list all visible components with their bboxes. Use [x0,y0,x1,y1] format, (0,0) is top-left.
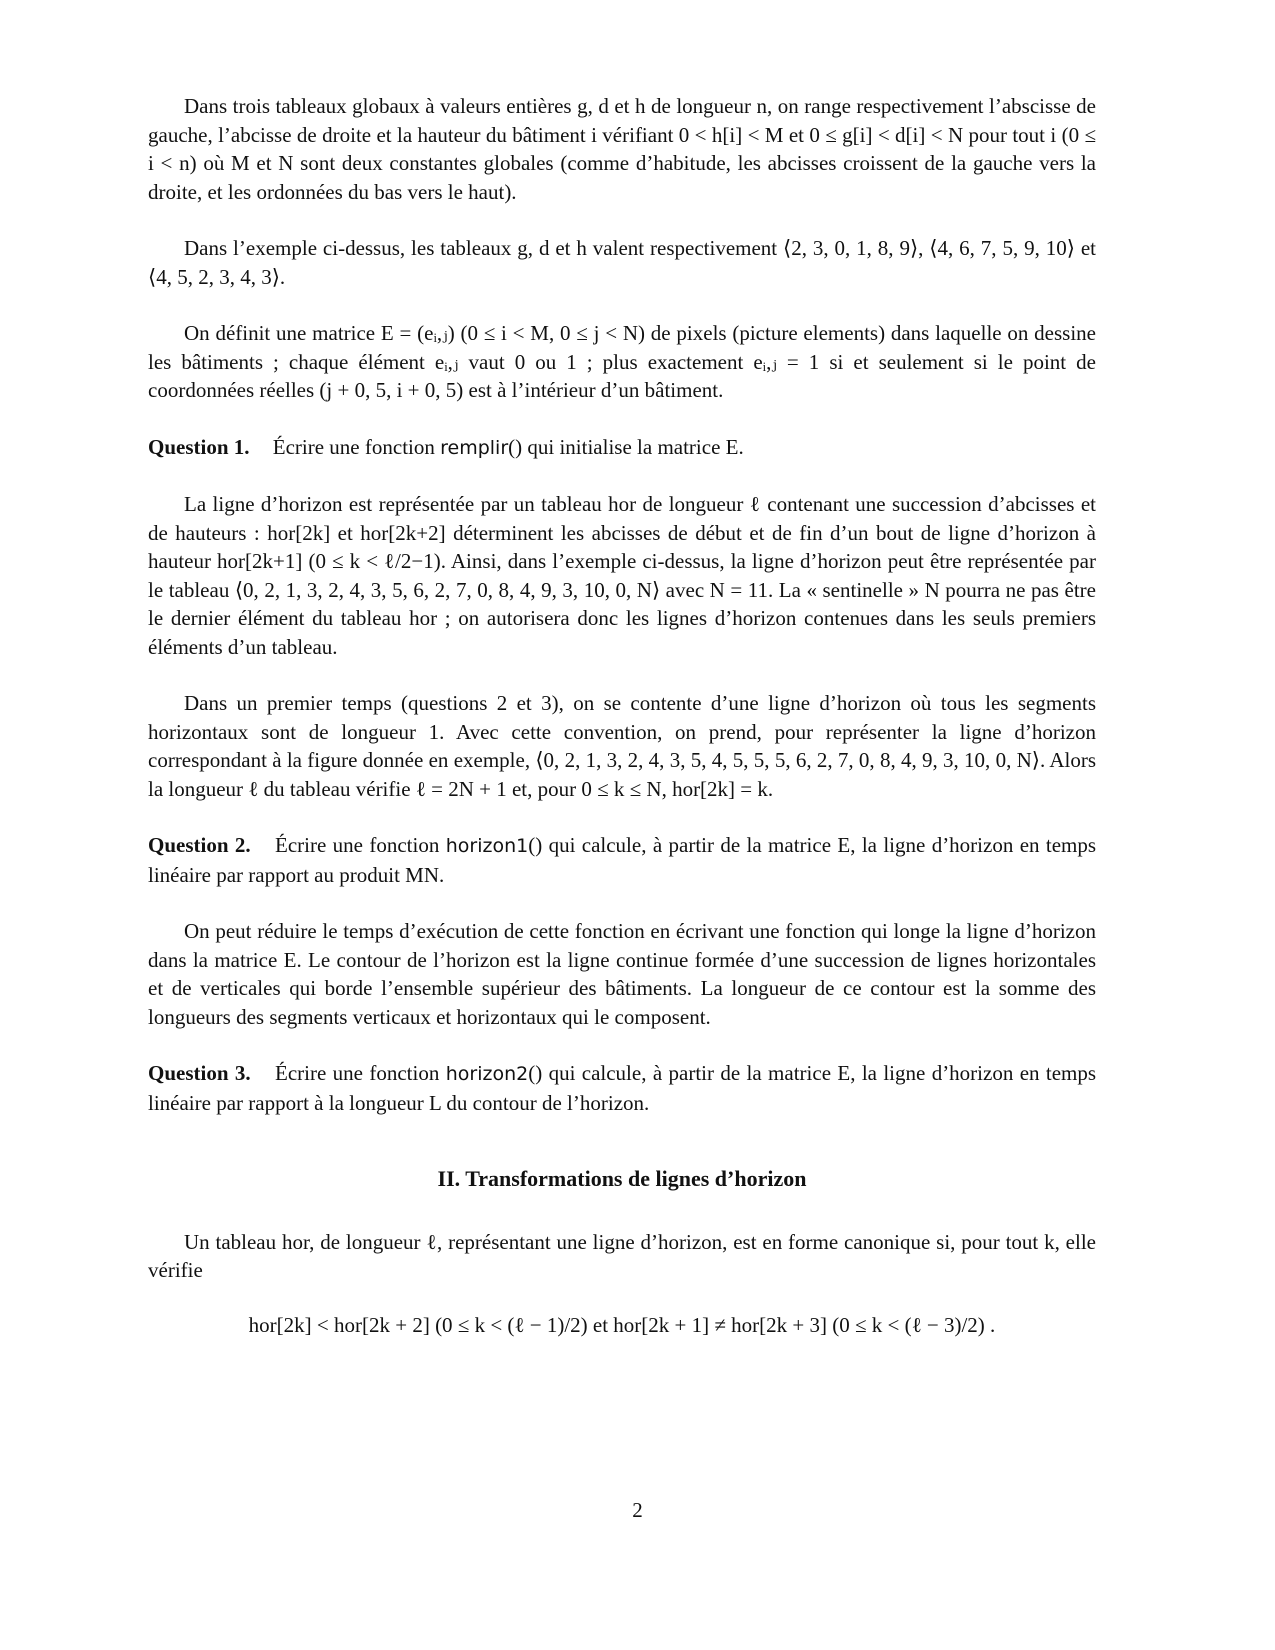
canonical-form-formula: hor[2k] < hor[2k + 2] (0 ≤ k < (ℓ − 1)/2) et hor[2k + 1] ≠ hor[2k + 3] (0 ≤ k < (ℓ − 3)/2) . [248,1312,996,1337]
question-3-text-after: () qui calcule, à partir de la matrice E, la ligne d’horizon en temps linéaire par rapport à la longueur L du contour de l’horizon. [148,1061,1097,1115]
paragraph-pixel-matrix: On définit une matrice E = (eᵢ,ⱼ) (0 ≤ i < M, 0 ≤ j < N) de pixels (picture elements) dans laquelle on dessine les bâtiments ; chaque élément eᵢ,ⱼ vaut 0 ou 1 ; plus exactement eᵢ,ⱼ = 1 si et seulement si le point de coordonnées réelles (j + 0, 5, i + 0, 5) est à l’intérieur d’un bâtiment. [148,321,1096,402]
paragraph-unit-segments: Dans un premier temps (questions 2 et 3), on se contente d’une ligne d’horizon où tous les segments horizontaux sont de longueur 1. Avec cette convention, on prend, pour représenter la ligne d’horizon correspondant à la figure donnée en exemple, ⟨0, 2, 1, 3, 2, 4, 3, 5, 4, 5, 5, 5, 6, 2, 7, 0, 8, 4, 9, 3, 10, 0, N⟩. Alors la longueur ℓ du tableau vérifie ℓ = 2N + 1 et, pour 0 ≤ k ≤ N, hor[2k] = k. [148,691,1096,801]
paragraph-canonical-form: Un tableau hor, de longueur ℓ, représentant une ligne d’horizon, est en forme canonique si, pour tout k, elle vérifie [148,1229,1096,1282]
question-2 [148,831,1096,889]
question-1-text-after: () qui initialise la matrice E. [508,434,744,459]
question-2-label: Question 2. [148,833,251,857]
question-3 [148,1059,1096,1117]
question-2-text-before: Écrire une fonction [275,833,440,857]
paragraph-contour: On peut réduire le temps d’exécution de cette fonction en écrivant une fonction qui longe la ligne d’horizon dans la matrice E. Le contour de l’horizon est la ligne continue formée d’une succession de lignes horizontales et de verticales qui borde l’ensemble supérieur des bâtiments. La longueur de ce contour est la somme des longueurs des segments verticaux et horizontaux qui le composent. [148,919,1096,1029]
question-1-function-name: remplir [440,436,509,459]
paragraph-horizon-representation: La ligne d’horizon est représentée par un tableau hor de longueur ℓ contenant une succession d’abcisses et de hauteurs : hor[2k] et hor[2k+2] déterminent les abcisses de début et de fin d’un bout de ligne d’horizon à hauteur hor[2k+1] (0 ≤ k < ℓ/2−1). Ainsi, dans l’exemple ci-dessus, la ligne d’horizon peut être représentée par le tableau ⟨0, 2, 1, 3, 2, 4, 3, 5, 6, 2, 7, 0, 8, 4, 9, 3, 10, 0, N⟩ avec N = 11. La « sentinelle » N pourra ne pas être le dernier élément du tableau hor ; on autorisera donc les lignes d’horizon contenues dans les seuls premiers éléments d’un tableau. [148,492,1096,659]
document-page [148,92,1096,1339]
question-1-text-before: Écrire une fonction [272,434,435,459]
question-3-function-name: horizon2 [445,1063,529,1085]
question-1-label: Question 1. [148,434,250,459]
question-2-function-name: horizon1 [445,835,529,857]
page-number: 2 [632,1498,643,1522]
question-1 [148,433,1096,463]
question-3-label: Question 3. [148,1061,251,1085]
paragraph-global-arrays: Dans trois tableaux globaux à valeurs entières g, d et h de longueur n, on range respectivement l’abscisse de gauche, l’abcisse de droite et la hauteur du bâtiment i vérifiant 0 < h[i] < M et 0 ≤ g[i] < d[i] < N pour tout i (0 ≤ i < n) où M et N sont deux constantes globales (comme d’habitude, les abcisses croissent de la gauche vers la droite, et les ordonnées du bas vers le haut). [148,94,1096,204]
section-title: II. Transformations de lignes d’horizon [437,1166,807,1191]
question-3-text-before: Écrire une fonction [275,1061,440,1085]
paragraph-example-values: Dans l’exemple ci-dessus, les tableaux g, d et h valent respectivement ⟨2, 3, 0, 1, 8, 9⟩, ⟨4, 6, 7, 5, 9, 10⟩ et ⟨4, 5, 2, 3, 4, 3⟩. [148,236,1096,289]
question-2-text-after: () qui calcule, à partir de la matrice E, la ligne d’horizon en temps linéaire par rapport au produit MN. [148,833,1097,887]
